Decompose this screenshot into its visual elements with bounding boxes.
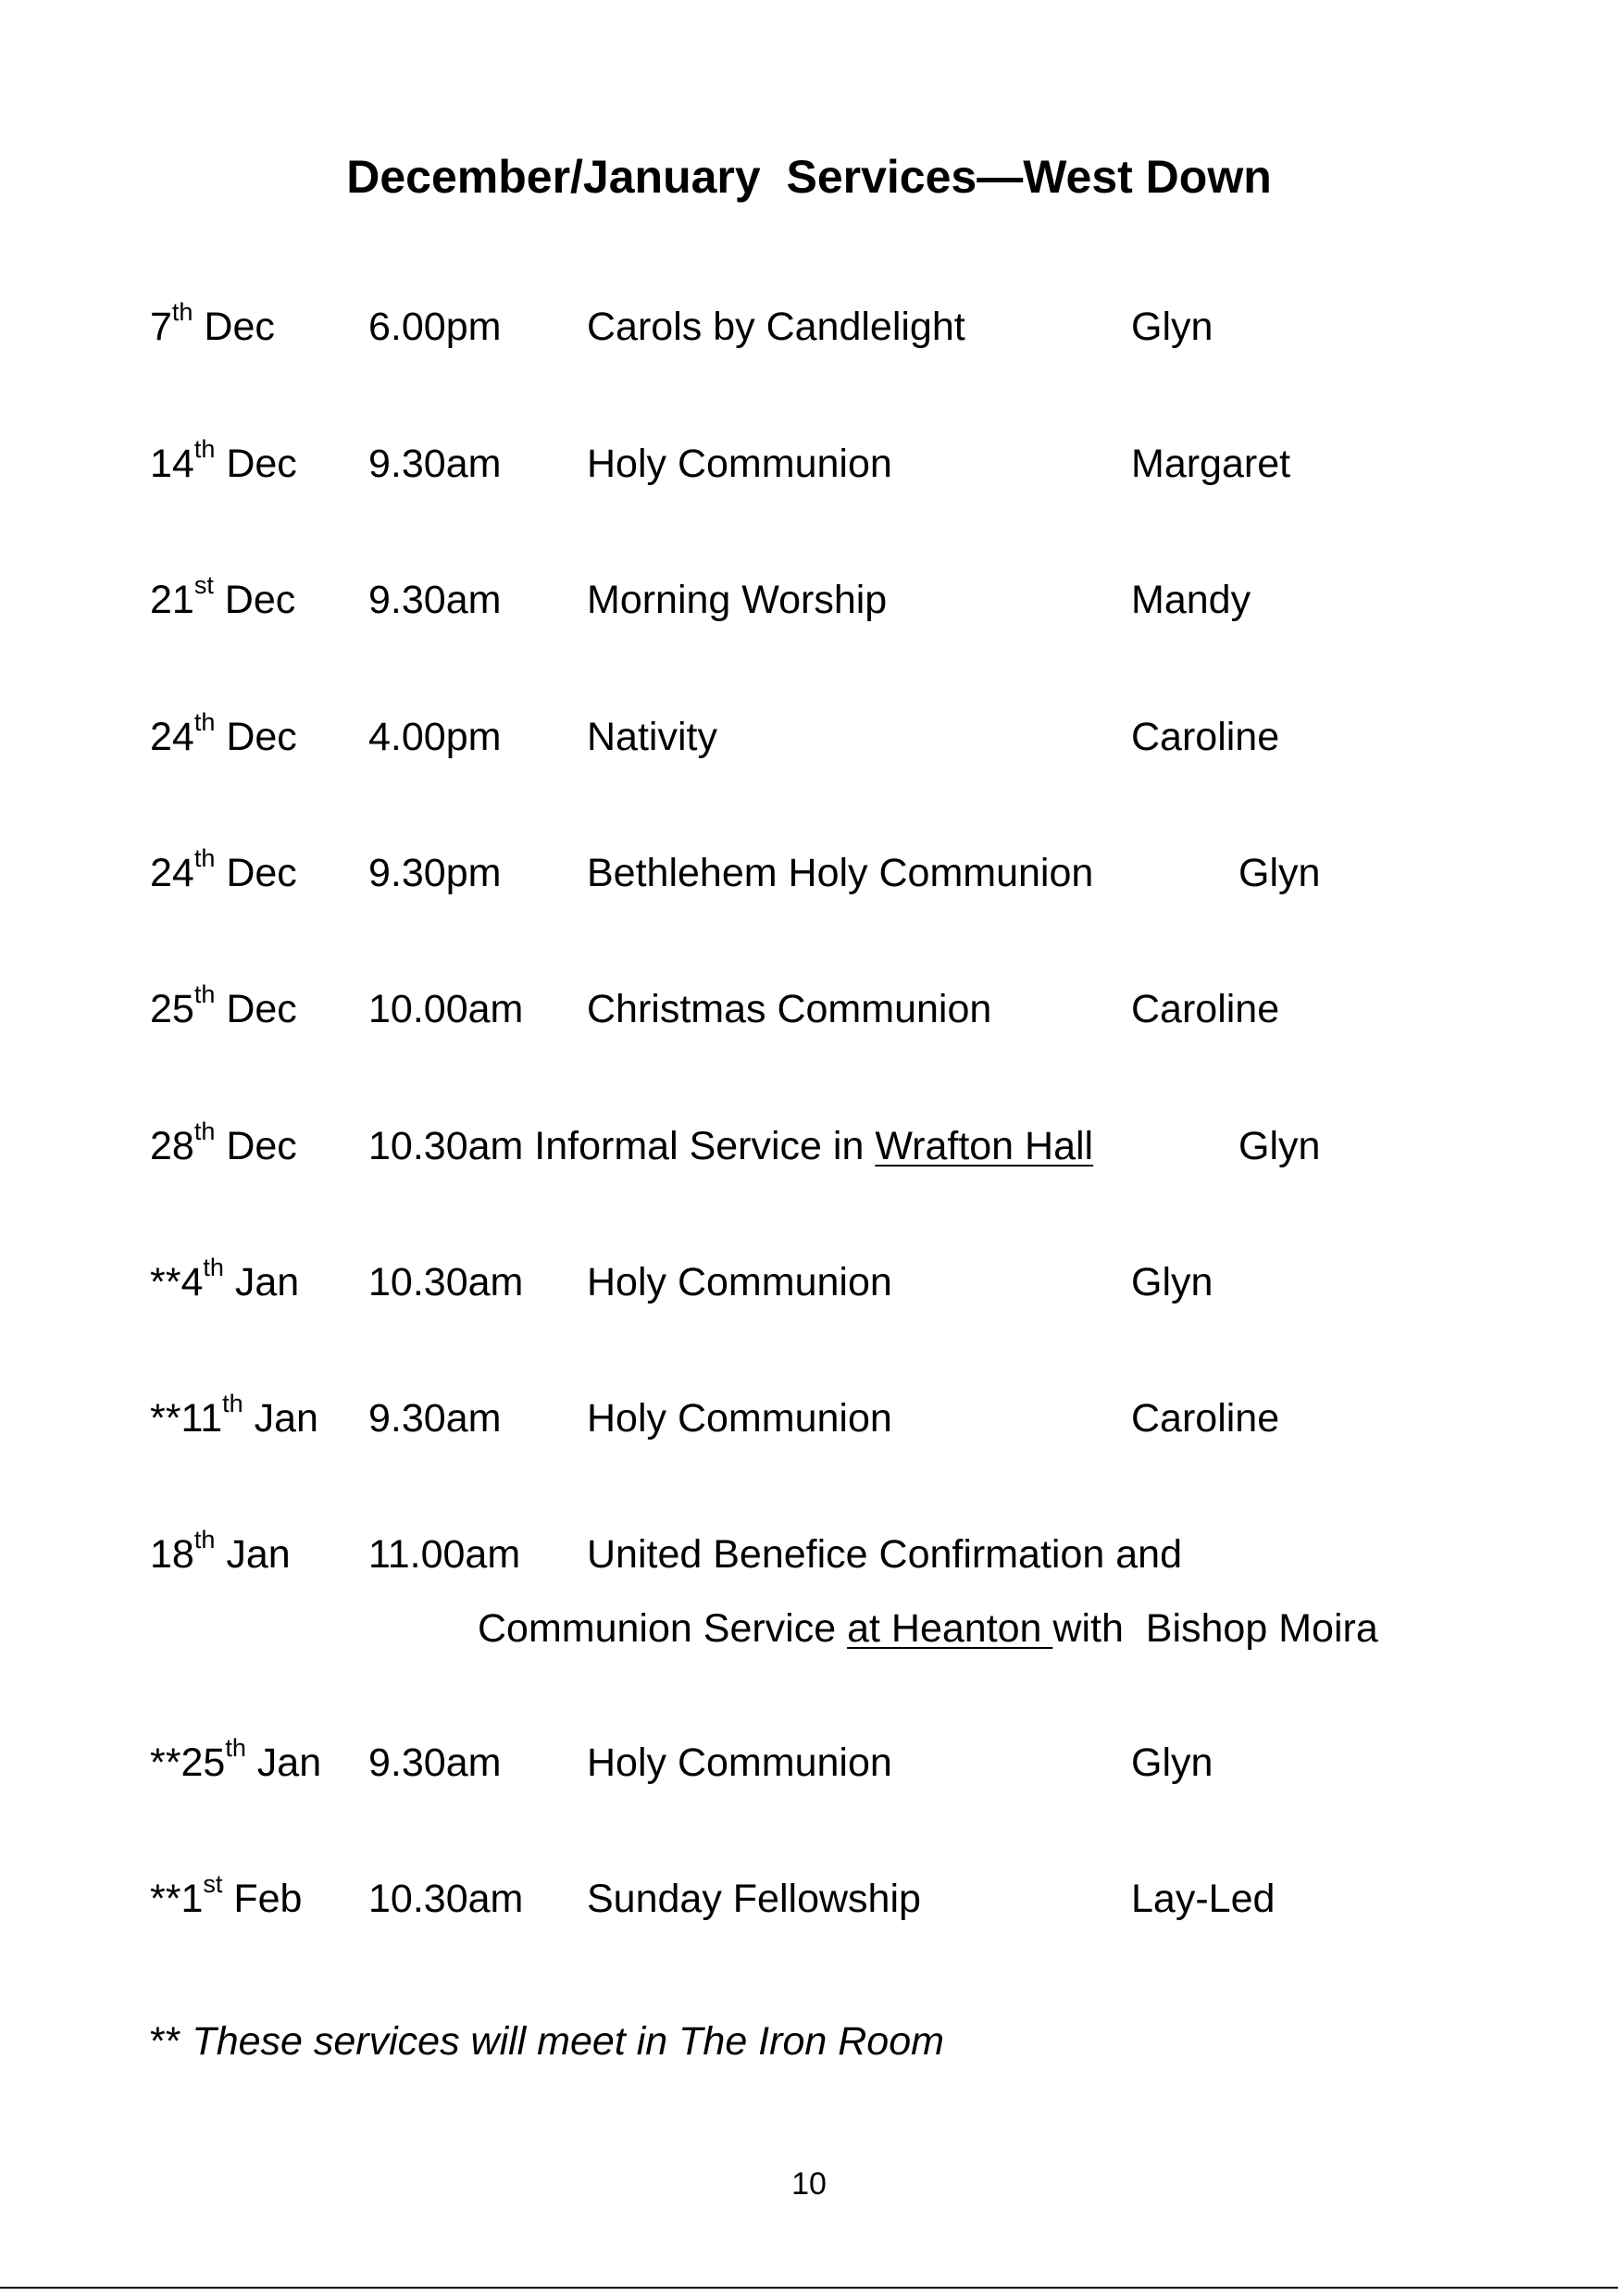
service-row xyxy=(0,1862,1618,1936)
service-minister: Margaret xyxy=(1131,442,1291,486)
service-date: 21st Dec xyxy=(150,570,296,622)
footnote xyxy=(150,2004,944,2078)
service-name: Carols by Candlelight xyxy=(587,305,965,349)
service-time: 10.00am xyxy=(368,987,524,1031)
service-row xyxy=(0,427,1618,501)
service-date: 14th Dec xyxy=(150,434,297,486)
service-date: **11th Jan xyxy=(150,1389,318,1441)
page-number: 10 xyxy=(791,2166,827,2202)
service-minister: Glyn xyxy=(1131,1260,1214,1304)
service-row xyxy=(0,1517,1618,1591)
service-date: 24th Dec xyxy=(150,707,297,759)
service-minister: Caroline xyxy=(1131,715,1280,759)
service-row xyxy=(0,563,1618,637)
service-row xyxy=(0,972,1618,1046)
bottom-rule xyxy=(0,2287,1618,2289)
service-row xyxy=(0,290,1618,364)
service-row xyxy=(0,1381,1618,1455)
service-minister: Glyn xyxy=(1238,851,1321,895)
service-minister: Caroline xyxy=(1131,1396,1280,1441)
service-time: 9.30am xyxy=(368,578,502,622)
service-minister: Glyn xyxy=(1131,305,1214,349)
venue-link-wrafton-hall: Wrafton Hall xyxy=(875,1124,1094,1168)
service-date: 18th Jan xyxy=(150,1525,291,1577)
service-time-and-name: 10.30am Informal Service in Wrafton Hall xyxy=(368,1124,1094,1168)
service-time: 6.00pm xyxy=(368,305,502,349)
service-name: Nativity xyxy=(587,715,717,759)
service-name: Christmas Communion xyxy=(587,987,992,1031)
service-name: Holy Communion xyxy=(587,1741,892,1785)
service-time: 10.30am xyxy=(368,1260,524,1304)
service-time: 4.00pm xyxy=(368,715,502,759)
service-date: 24th Dec xyxy=(150,843,297,895)
footnote-marker: ** xyxy=(150,2019,193,2064)
service-name: Holy Communion xyxy=(587,1396,892,1441)
service-name: Holy Communion xyxy=(587,442,892,486)
service-date: **4th Jan xyxy=(150,1253,300,1304)
service-row xyxy=(0,1726,1618,1800)
service-date: **25th Jan xyxy=(150,1733,322,1785)
service-date: **1st Feb xyxy=(150,1869,303,1921)
service-time: 9.30pm xyxy=(368,851,502,895)
service-minister: Mandy xyxy=(1131,578,1251,622)
footnote-text: These services will meet in The Iron Room xyxy=(192,2019,944,2064)
service-date: 25th Dec xyxy=(150,980,297,1031)
service-name: Morning Worship xyxy=(587,578,888,622)
service-name: Holy Communion xyxy=(587,1260,892,1304)
service-date: 28th Dec xyxy=(150,1117,297,1168)
service-name: Sunday Fellowship xyxy=(587,1877,921,1921)
service-name: United Benefice Confirmation and xyxy=(587,1532,1182,1577)
service-row xyxy=(0,700,1618,774)
service-time: 9.30am xyxy=(368,442,502,486)
service-row xyxy=(0,836,1618,910)
page-title: December/January Services—West Down xyxy=(346,151,1272,203)
service-time: 10.30am xyxy=(368,1877,524,1921)
service-minister: Caroline xyxy=(1131,987,1280,1031)
service-time: 11.00am xyxy=(368,1532,521,1577)
service-continuation: Communion Service at Heanton with Bishop Moira xyxy=(478,1606,1378,1651)
service-time: 9.30am xyxy=(368,1741,502,1785)
service-row xyxy=(0,1245,1618,1319)
service-minister: Glyn xyxy=(1131,1741,1214,1785)
service-time: 9.30am xyxy=(368,1396,502,1441)
service-minister: Lay-Led xyxy=(1131,1877,1276,1921)
service-minister: Glyn xyxy=(1238,1124,1321,1168)
service-row xyxy=(0,1109,1618,1183)
venue-link-heanton: at Heanton xyxy=(847,1606,1053,1651)
service-name: Bethlehem Holy Communion xyxy=(587,851,1094,895)
service-date: 7th Dec xyxy=(150,297,275,349)
